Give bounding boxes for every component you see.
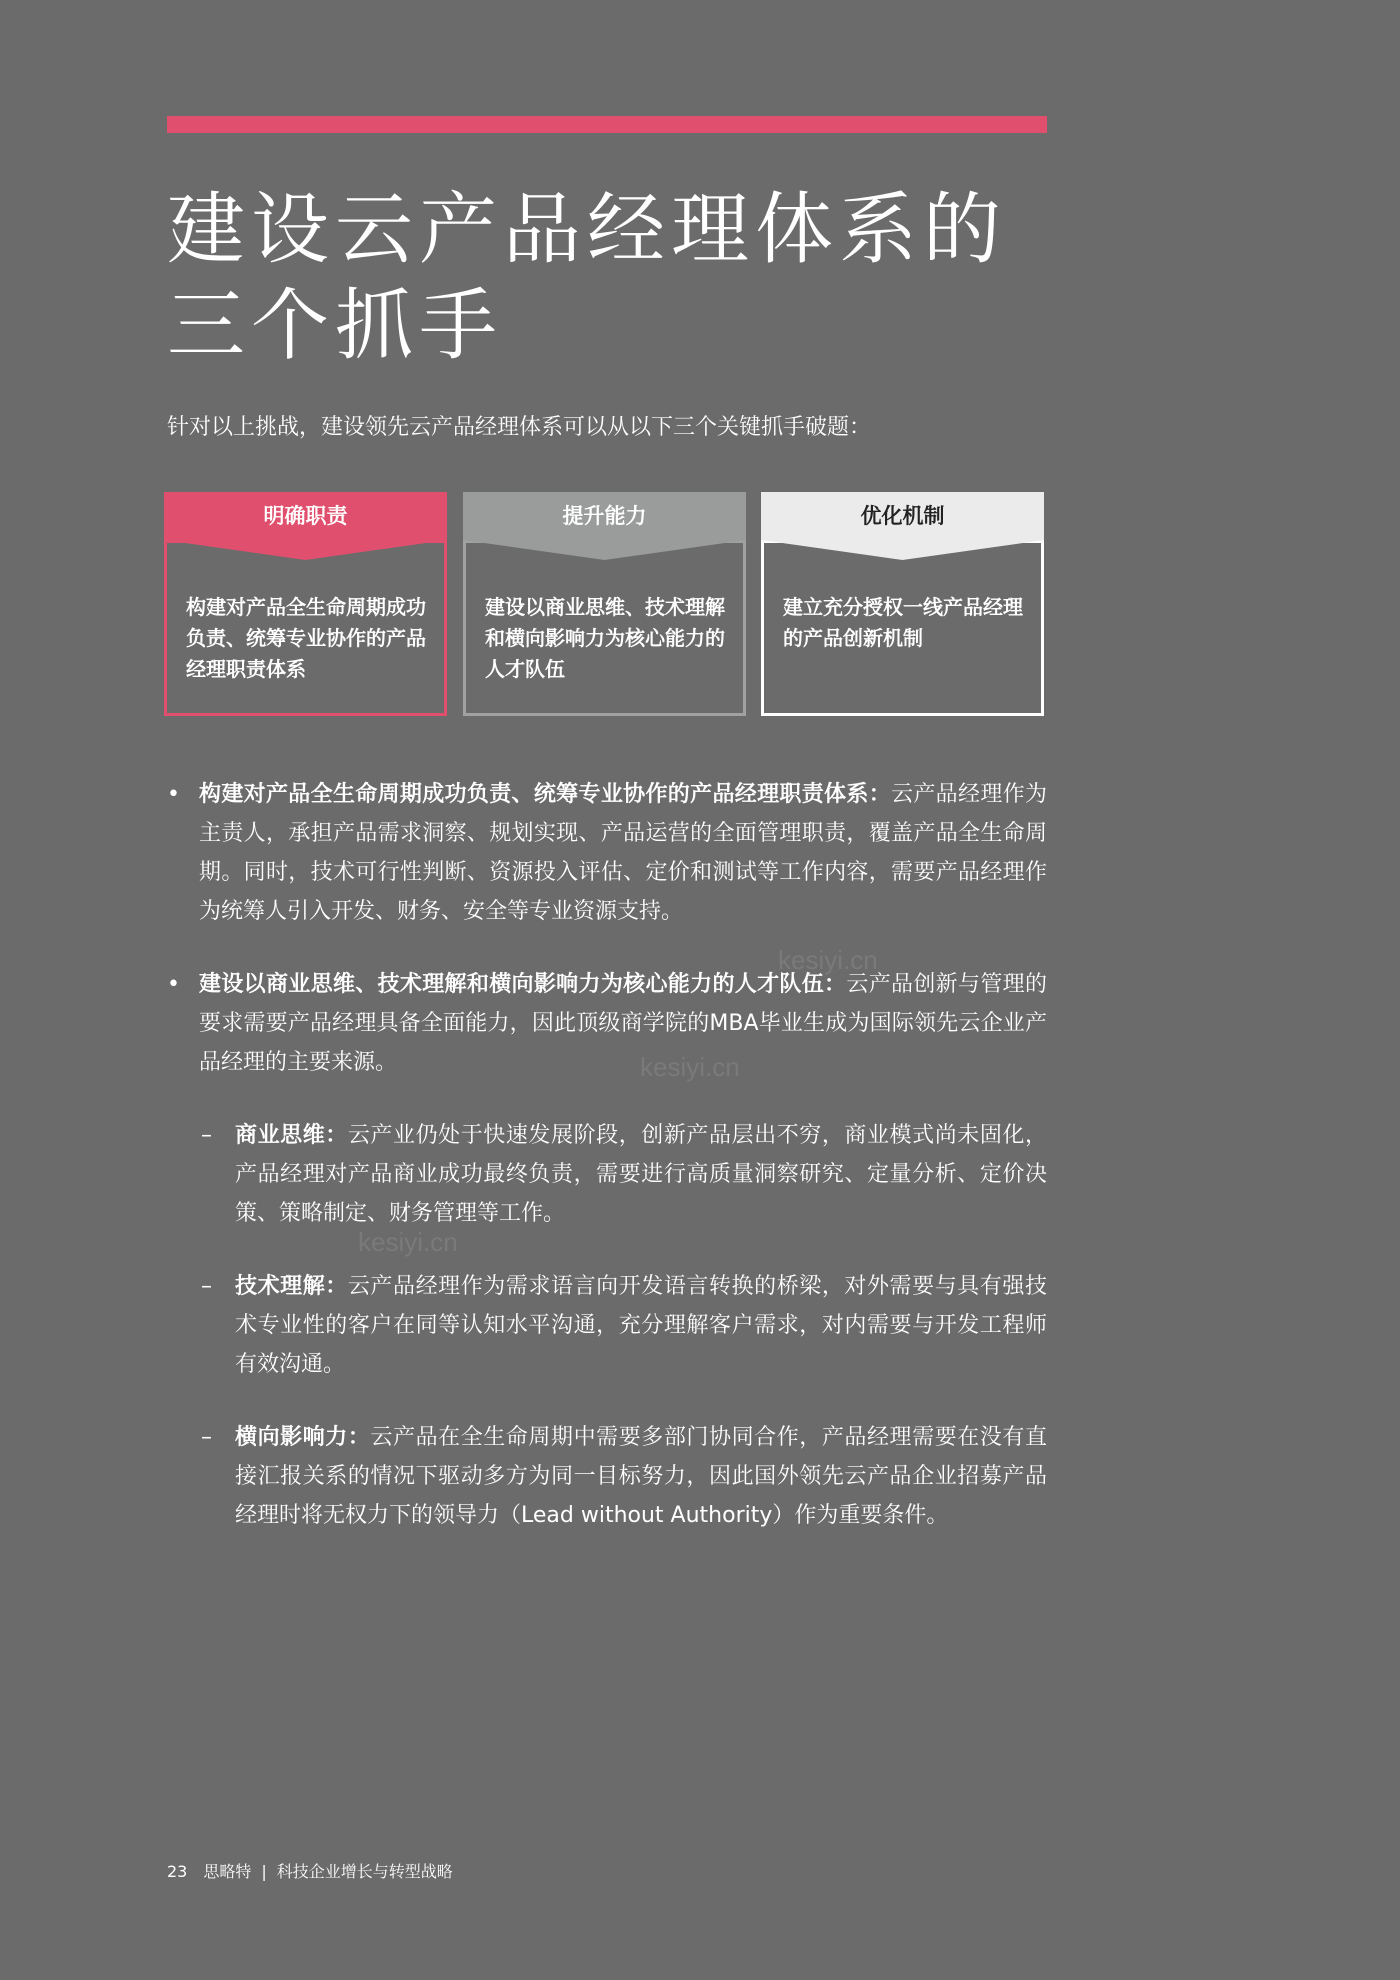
- sub-item-text: 云产业仍处于快速发展阶段，创新产品层出不穷，商业模式尚未固化，产品经理对产品商业成功最终负责，需要进行高质量洞察研究、定量分析、定价决策、策略制定、财务管理等工作。: [235, 1123, 1047, 1226]
- watermark: kesiyi.cn: [640, 1052, 740, 1082]
- bullet-item: [167, 965, 1047, 1082]
- page-number: 23: [167, 1862, 188, 1881]
- bullet-text: 云产品经理作为主责人，承担产品需求洞察、规划实现、产品运营的全面管理职责，覆盖产品全生命周期。同时，技术可行性判断、资源投入评估、定价和测试等工作内容，需要产品经理作为统筹人引入开发、财务、安全等专业资源支持。: [199, 782, 1047, 924]
- card-clarify-responsibility: [164, 492, 447, 716]
- sub-item-lead: 横向影响力：: [235, 1425, 371, 1450]
- dash-marker: –: [201, 1274, 212, 1299]
- page-footer: [167, 1860, 469, 1884]
- sub-item: [167, 1418, 1047, 1535]
- card-optimize-mechanism: [761, 492, 1044, 716]
- bullet-text: 云产品创新与管理的要求需要产品经理具备全面能力，因此顶级商学院的MBA毕业生成为国际领先云企业产品经理的主要来源。: [199, 972, 1047, 1075]
- body-text: [167, 775, 1047, 1569]
- sub-item: [167, 1267, 1047, 1384]
- accent-bar: [167, 116, 1047, 133]
- sub-item-lead: 技术理解：: [235, 1274, 348, 1299]
- sub-item-text: 云产品经理作为需求语言向开发语言转换的桥梁，对外需要与具有强技术专业性的客户在同等认知水平沟通，充分理解客户需求，对内需要与开发工程师有效沟通。: [235, 1274, 1047, 1377]
- watermark: kesiyi.cn: [778, 945, 878, 975]
- bullet-lead: 建设以商业思维、技术理解和横向影响力为核心能力的人才队伍：: [199, 972, 847, 997]
- bullet-marker: •: [167, 782, 180, 807]
- card-body: 建立充分授权一线产品经理的产品创新机制: [783, 595, 1023, 650]
- card-label: 优化机制: [860, 504, 945, 528]
- dash-marker: –: [201, 1425, 212, 1450]
- page-title: 建设云产品经理体系的三个抓手: [167, 185, 1008, 371]
- card-label: 提升能力: [562, 504, 647, 528]
- watermark: kesiyi.cn: [358, 1227, 458, 1257]
- sub-item-lead: 商业思维：: [235, 1123, 348, 1148]
- sub-item-text: 云产品在全生命周期中需要多部门协同合作，产品经理需要在没有直接汇报关系的情况下驱动多方为同一目标努力，因此国外领先云产品企业招募产品经理时将无权力下的领导力（Lead without Authority）作为重要条件。: [235, 1425, 1047, 1528]
- sub-item: [167, 1116, 1047, 1233]
- card-body: 建设以商业思维、技术理解和横向影响力为核心能力的人才队伍: [485, 595, 725, 681]
- bullet-item: [167, 775, 1047, 931]
- card-label: 明确职责: [263, 504, 348, 528]
- intro-paragraph: 针对以上挑战，建设领先云产品经理体系可以从以下三个关键抓手破题：: [167, 415, 872, 440]
- footer-brand: 思略特: [203, 1862, 252, 1881]
- dash-marker: –: [201, 1123, 212, 1148]
- footer-publication: 科技企业增长与转型战略: [276, 1862, 453, 1881]
- bullet-lead: 构建对产品全生命周期成功负责、统筹专业协作的产品经理职责体系：: [199, 782, 892, 807]
- card-improve-capability: [463, 492, 746, 716]
- card-body: 构建对产品全生命周期成功负责、统筹专业协作的产品经理职责体系: [186, 595, 426, 681]
- bullet-marker: •: [167, 972, 180, 997]
- footer-separator: |: [261, 1862, 267, 1881]
